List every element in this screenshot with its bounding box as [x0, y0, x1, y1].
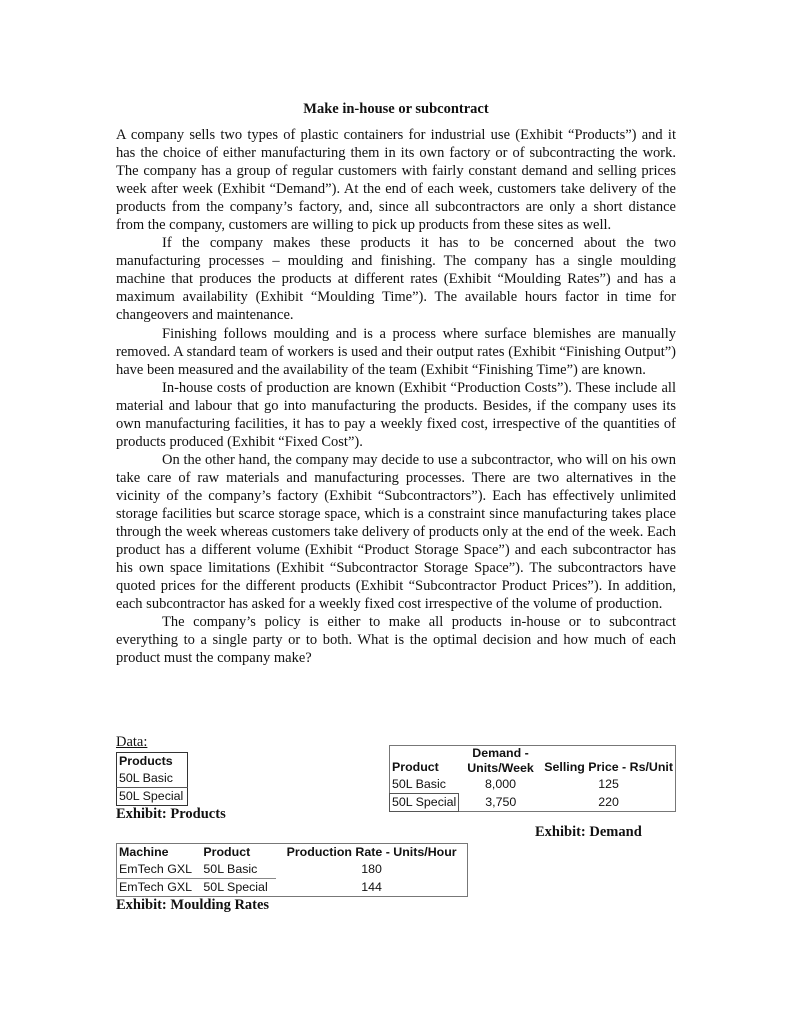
table-cell: 180 [361, 862, 382, 877]
table-cell: 50L Basic [203, 862, 258, 876]
column-header: Products [119, 754, 173, 768]
exhibit-caption: Exhibit: Moulding Rates [116, 897, 270, 913]
table-cell: 50L Basic [392, 777, 446, 791]
page-title: Make in-house or subcontract [303, 101, 489, 117]
paragraph-finishing: Finishing follows moulding and is a process where surface blemishes are manually removed. A standard team of workers is used and their output rates (Exhibit “Finishing Output”) have been measured and the availability of the team (Exhibit “Finishing Time”) are known. [116, 325, 676, 378]
column-header: Product [203, 845, 251, 859]
table-row [117, 788, 188, 806]
table-cell: EmTech GXL [117, 879, 202, 897]
table-cell: 50L Special [201, 879, 276, 897]
paragraph-intro: A company sells two types of plastic containers for industrial use (Exhibit “Products”) and it has the choice of either manufacturing them in its own factory or of subcontracting the work. The company has a group of regular customers with fairly constant demand and selling prices week after week (Exhibit “Demand”). At the end of each week, customers take delivery of the products from the company’s factory, and, since all subcontractors are only a short distance from the company, customers are willing to pick up products from these sites as well. [116, 127, 676, 234]
table-header-row [390, 746, 676, 777]
table-cell: 50L Special [117, 788, 188, 806]
table-cell: EmTech GXL [119, 862, 192, 876]
problem-description [116, 126, 676, 667]
paragraph-inhouse-costs: In-house costs of production are known (Exhibit “Production Costs”). These include all material and labour that go into manufacturing the products. Besides, if the company uses its own manufacturing facilities, it has to pay a weekly fixed cost, irrespective of the quantities of products produced (Exhibit “Fixed Cost”). [116, 379, 676, 450]
table-cell: 50L Basic [119, 771, 173, 785]
table-cell: 220 [598, 794, 619, 809]
table-cell: 125 [598, 777, 619, 792]
demand-table [389, 745, 676, 812]
products-table [116, 752, 188, 806]
table-row [117, 861, 468, 879]
column-header: Demand - Units/Week [467, 746, 534, 775]
table-header-row [117, 753, 188, 771]
table-row [117, 770, 188, 788]
paragraph-subcontractors: On the other hand, the company may decide to use a subcontractor, who will on his own take care of raw materials and manufacturing processes. There are two alternatives in the vicinity of the company’s factory (Exhibit “Subcontractors”). Each has effectively unlimited storage facilities but scarce storage space, which is a constraint since manufacturing takes place through the week whereas customers take delivery of products only at the end of the week. Each product has a different volume (Exhibit “Product Storage Space”) and each subcontractor has his own space limitations (Exhibit “Subcontractor Storage Space”). The subcontractors have quoted prices for the different products (Exhibit “Subcontractor Product Prices”). In addition, each subcontractor has asked for a weekly fixed cost irrespective of the volume of production. [116, 451, 676, 613]
table-cell: 50L Special [390, 794, 459, 812]
column-header: Machine [119, 845, 169, 859]
table-cell: 144 [361, 879, 382, 894]
exhibit-caption: Exhibit: Demand [535, 824, 642, 840]
table-row [390, 776, 676, 794]
column-header: Production Rate - Units/Hour [286, 845, 457, 859]
table-row [390, 794, 676, 812]
table-cell: 3,750 [485, 794, 517, 809]
paragraph-manufacturing: If the company makes these products it has to be concerned about the two manufacturing processes – moulding and finishing. The company has a single moulding machine that produces the products at different rates (Exhibit “Moulding Rates”) and has a maximum availability (Exhibit “Moulding Time”). The available hours factor in time for changeovers and maintenance. [116, 235, 676, 324]
column-header: Selling Price - Rs/Unit [544, 760, 673, 774]
paragraph-question: The company’s policy is either to make all products in-house or to subcontract everything to a single party or to both. What is the optimal decision and how much of each product must the company make? [116, 614, 676, 667]
data-label: Data: [116, 734, 148, 750]
table-header-row [117, 844, 468, 862]
table-row [117, 879, 468, 897]
moulding-rates-table [116, 843, 468, 897]
column-header: Product [392, 760, 439, 774]
exhibit-caption: Exhibit: Products [116, 806, 226, 822]
table-cell: 8,000 [485, 777, 517, 792]
